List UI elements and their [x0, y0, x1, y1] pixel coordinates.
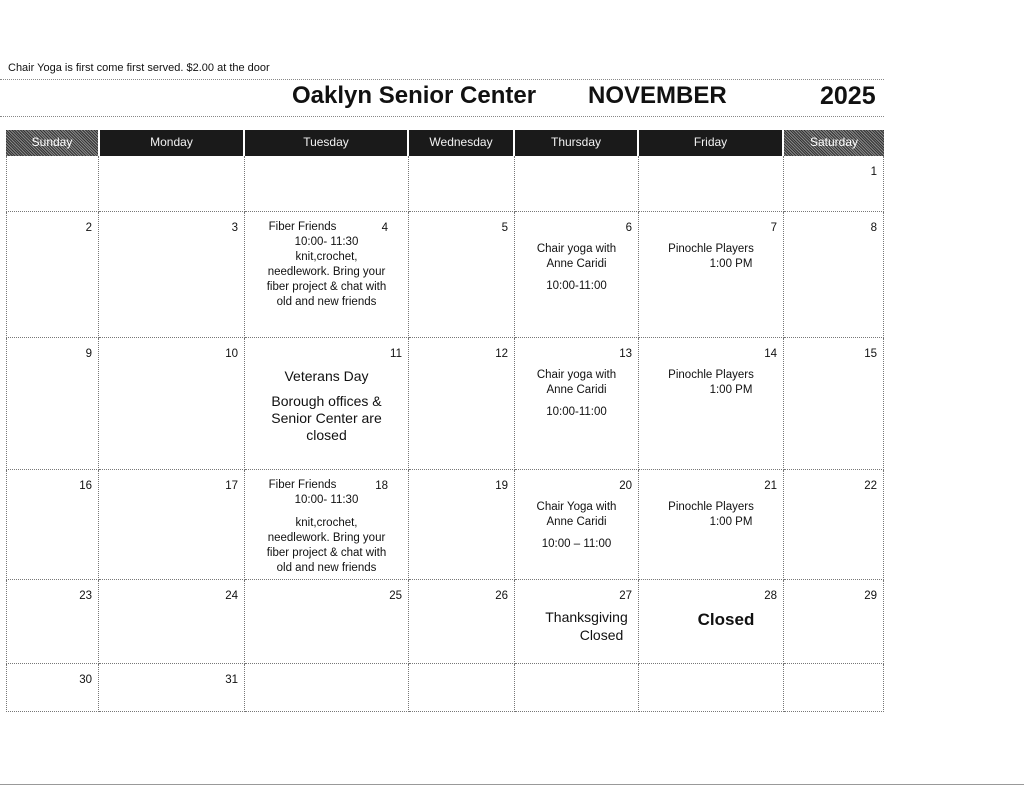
event-fiber-friends-title: Fiber Friends: [268, 221, 337, 233]
event-chair-yoga-instructor: Anne Caridi: [546, 516, 607, 528]
day-number: 16: [79, 480, 92, 492]
day-cell-empty: [409, 664, 515, 712]
day-cell-27: [515, 580, 639, 664]
day-cell-23: [6, 580, 99, 664]
day-cell-empty: [515, 156, 639, 212]
day-cell-30: [6, 664, 99, 712]
event-fiber-friends-desc: needlework. Bring your: [267, 266, 386, 278]
day-cell-empty: [784, 664, 884, 712]
event-fiber-friends-title: Fiber Friends: [268, 479, 337, 491]
day-cell-empty: [6, 156, 99, 212]
event-pinochle-time: 1:00 PM: [709, 516, 753, 528]
day-cell-14: [639, 338, 784, 470]
day-cell-empty: [245, 156, 409, 212]
day-cell-31: [99, 664, 245, 712]
event-fiber-friends-desc: old and new friends: [276, 296, 377, 308]
day-cell-5: [409, 212, 515, 338]
event-chair-yoga-time: 10:00-11:00: [546, 406, 607, 418]
center-name: Oaklyn Senior Center: [292, 82, 537, 109]
event-fiber-friends-desc: fiber project & chat with: [266, 547, 387, 559]
event-fiber-friends-desc: knit,crochet,: [295, 251, 358, 263]
event-chair-yoga: Chair yoga with: [536, 243, 617, 255]
event-fiber-friends-desc: knit,crochet,: [295, 517, 358, 529]
event-closed: Closed: [697, 610, 755, 629]
day-header-saturday: Saturday: [784, 130, 884, 156]
day-cell-12: [409, 338, 515, 470]
event-pinochle: Pinochle Players: [668, 243, 754, 255]
day-cell-1: [784, 156, 884, 212]
day-cell-6: [515, 212, 639, 338]
day-number: 24: [225, 590, 238, 602]
event-chair-yoga: Chair Yoga with: [536, 501, 617, 513]
event-closure-notice: closed: [306, 427, 347, 443]
day-cell-22: [784, 470, 884, 580]
day-number: 14: [764, 348, 777, 360]
event-closure-notice: Senior Center are: [271, 410, 382, 426]
day-cell-16: [6, 470, 99, 580]
day-cell-28: [639, 580, 784, 664]
event-fiber-friends-desc: old and new friends: [276, 562, 377, 574]
day-cell-18: [245, 470, 409, 580]
day-cell-empty: [639, 156, 784, 212]
day-header-wednesday: Wednesday: [409, 130, 513, 156]
event-closure-notice: Borough offices &: [271, 393, 382, 409]
day-number: 30: [79, 674, 92, 686]
day-header-friday: Friday: [639, 130, 782, 156]
event-chair-yoga: Chair yoga with: [536, 369, 617, 381]
day-cell-empty: [515, 664, 639, 712]
day-cell-21: [639, 470, 784, 580]
day-number: 5: [501, 222, 508, 234]
day-number: 11: [390, 348, 402, 360]
day-header-sunday: Sunday: [6, 130, 98, 156]
day-number: 20: [619, 480, 632, 492]
day-number: 22: [864, 480, 877, 492]
day-header-thursday: Thursday: [515, 130, 637, 156]
event-chair-yoga-instructor: Anne Caridi: [546, 258, 607, 270]
day-cell-empty: [99, 156, 245, 212]
day-number: 7: [770, 222, 777, 234]
day-number: 29: [864, 590, 877, 602]
event-chair-yoga-time: 10:00 – 11:00: [541, 538, 612, 550]
day-number: 19: [495, 480, 508, 492]
day-number: 15: [864, 348, 877, 360]
day-number: 12: [495, 348, 508, 360]
title-rule-top: [0, 79, 884, 80]
day-number: 25: [389, 590, 402, 602]
day-number: 23: [79, 590, 92, 602]
day-number: 6: [625, 222, 632, 234]
day-header-tuesday: Tuesday: [245, 130, 407, 156]
day-number: 3: [231, 222, 238, 234]
day-number: 1: [870, 166, 877, 178]
chair-yoga-note: Chair Yoga is first come first served. $2.00 at the door: [8, 62, 270, 74]
day-number: 27: [619, 590, 632, 602]
day-cell-7: [639, 212, 784, 338]
day-number: 17: [225, 480, 238, 492]
day-number: 31: [225, 674, 238, 686]
day-cell-empty: [639, 664, 784, 712]
day-cell-24: [99, 580, 245, 664]
day-cell-29: [784, 580, 884, 664]
day-number: 21: [764, 480, 777, 492]
day-cell-10: [99, 338, 245, 470]
day-cell-2: [6, 212, 99, 338]
event-thanksgiving-closed: Closed: [579, 627, 624, 643]
day-number: 9: [85, 348, 92, 360]
event-chair-yoga-time: 10:00-11:00: [546, 280, 607, 292]
day-cell-8: [784, 212, 884, 338]
day-cell-4: [245, 212, 409, 338]
day-cell-13: [515, 338, 639, 470]
event-thanksgiving: Thanksgiving: [545, 609, 628, 625]
event-fiber-friends-desc: needlework. Bring your: [267, 532, 386, 544]
event-pinochle-time: 1:00 PM: [709, 258, 753, 270]
day-number: 8: [870, 222, 877, 234]
event-pinochle-time: 1:00 PM: [709, 384, 753, 396]
day-number: 13: [619, 348, 632, 360]
day-number: 2: [85, 222, 92, 234]
event-pinochle: Pinochle Players: [668, 369, 754, 381]
day-number: 26: [495, 590, 508, 602]
day-cell-25: [245, 580, 409, 664]
day-number: 10: [225, 348, 238, 360]
event-fiber-friends-desc: fiber project & chat with: [266, 281, 387, 293]
page-bottom-rule: [0, 784, 1024, 785]
event-fiber-friends-time: 10:00- 11:30: [294, 494, 359, 506]
day-number: 4: [381, 222, 388, 234]
day-number: 18: [375, 480, 388, 492]
event-chair-yoga-instructor: Anne Caridi: [546, 384, 607, 396]
day-cell-9: [6, 338, 99, 470]
day-number: 28: [764, 590, 777, 602]
day-cell-15: [784, 338, 884, 470]
event-pinochle: Pinochle Players: [668, 501, 754, 513]
day-cell-19: [409, 470, 515, 580]
day-cell-empty: [245, 664, 409, 712]
day-cell-20: [515, 470, 639, 580]
day-cell-26: [409, 580, 515, 664]
event-veterans-day: Veterans Day: [284, 368, 369, 384]
year-title: 2025: [820, 82, 876, 110]
event-fiber-friends-time: 10:00- 11:30: [294, 236, 359, 248]
day-header-monday: Monday: [100, 130, 243, 156]
day-cell-11: [245, 338, 409, 470]
month-title: NOVEMBER: [588, 82, 727, 109]
day-cell-empty: [409, 156, 515, 212]
title-rule-bottom: [0, 116, 884, 117]
